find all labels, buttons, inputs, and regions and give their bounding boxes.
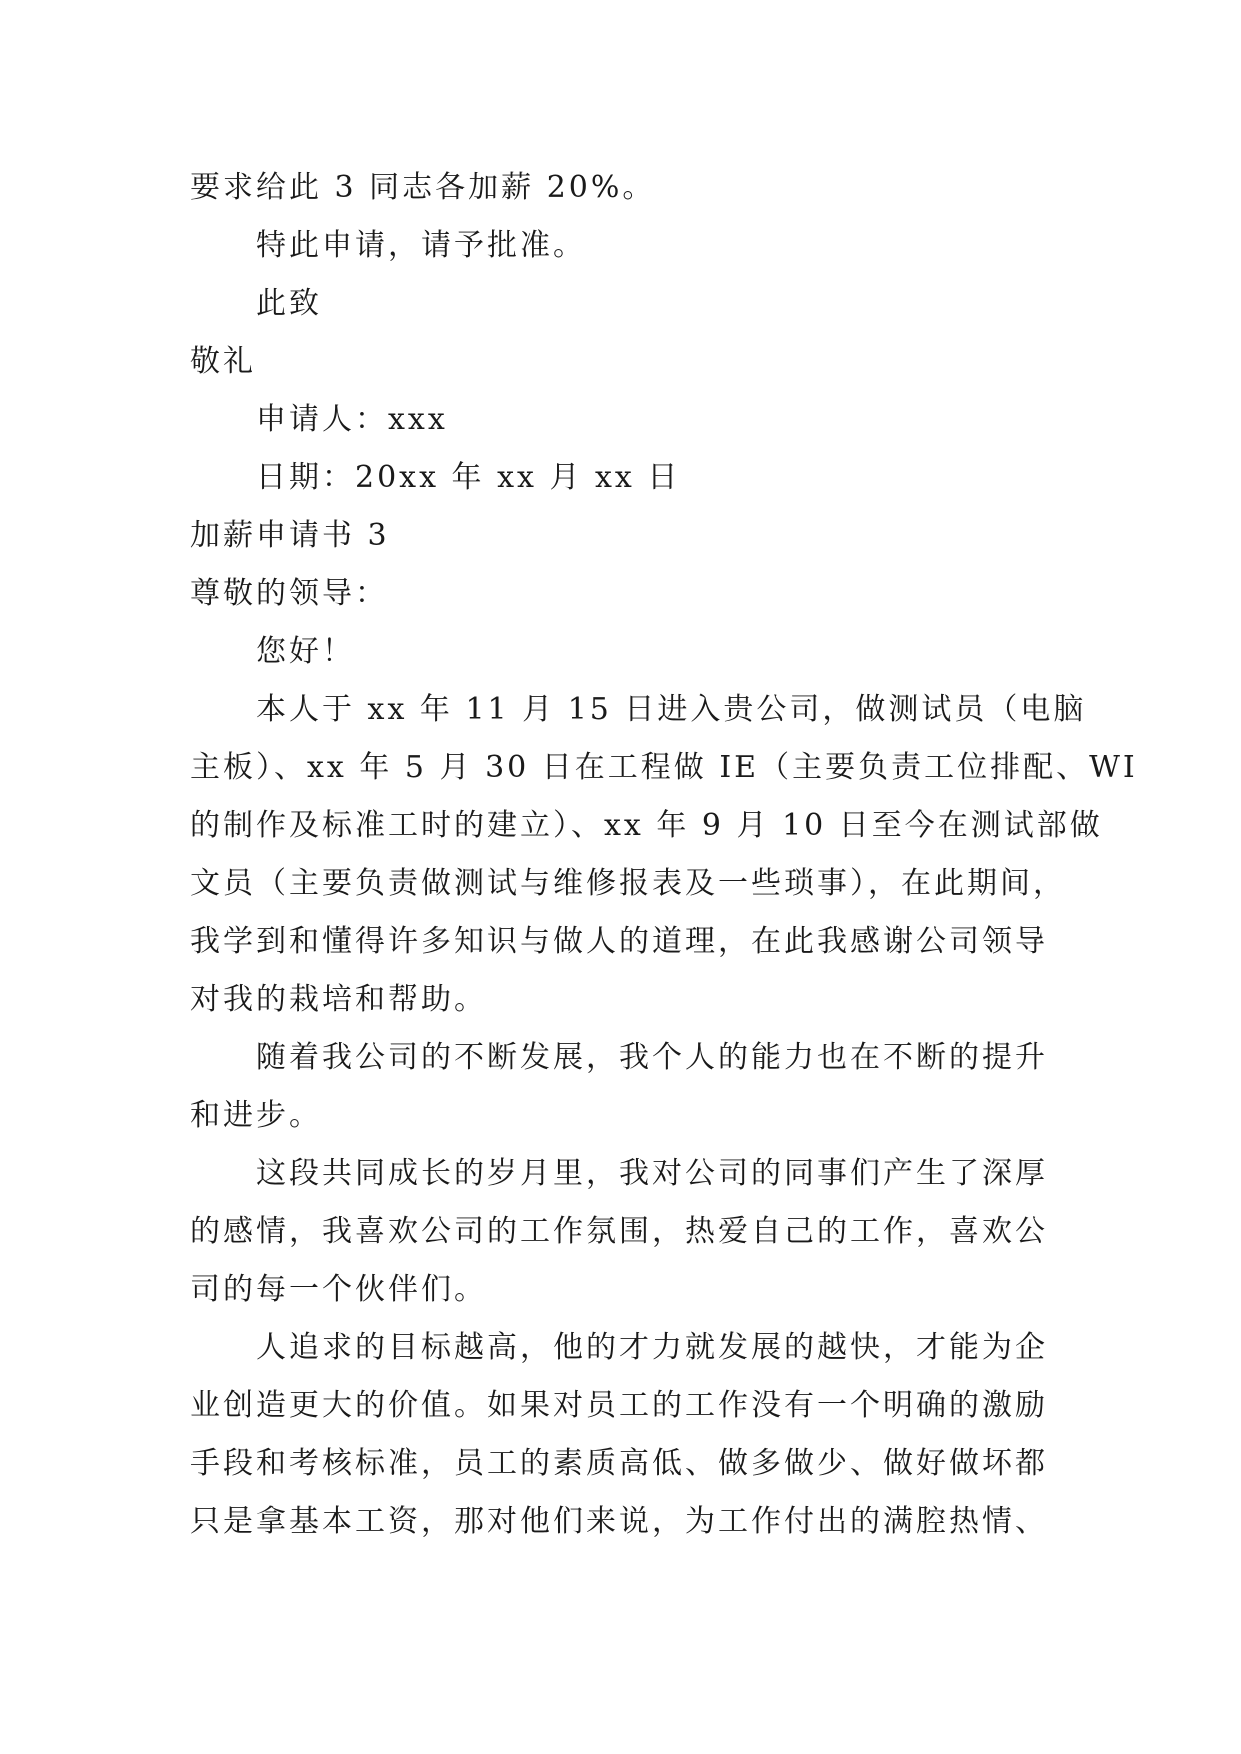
text-line: 随着我公司的不断发展，我个人的能力也在不断的提升 [256,1040,1048,1075]
text-line: 文员（主要负责做测试与维修报表及一些琐事），在此期间， [190,866,1066,901]
text-line: 我学到和懂得许多知识与做人的道理，在此我感谢公司领导 [190,924,1048,959]
text-line: 主板）、xx 年 5 月 30 日在工程做 IE（主要负责工位排配、WI [190,750,1138,785]
text-line: 这段共同成长的岁月里，我对公司的同事们产生了深厚 [256,1156,1048,1191]
text-line: 对我的栽培和帮助。 [190,982,487,1017]
text-line: 只是拿基本工资，那对他们来说，为工作付出的满腔热情、 [190,1504,1048,1539]
text-line: 人追求的目标越高，他的才力就发展的越快，才能为企 [256,1330,1048,1365]
text-line: 手段和考核标准，员工的素质高低、做多做少、做好做坏都 [190,1446,1048,1481]
text-line: 此致 [256,286,322,321]
salutation: 尊敬的领导： [190,576,388,611]
text-line: 和进步。 [190,1098,322,1133]
text-line: 业创造更大的价值。如果对员工的工作没有一个明确的激励 [190,1388,1048,1423]
text-line: 司的每一个伙伴们。 [190,1272,487,1307]
text-line: 的制作及标准工时的建立）、xx 年 9 月 10 日至今在测试部做 [190,808,1103,843]
text-line: 本人于 xx 年 11 月 15 日进入贵公司，做测试员（电脑 [256,692,1087,727]
greeting: 您好！ [256,634,355,669]
text-line: 要求给此 3 同志各加薪 20%。 [190,170,656,205]
text-line: 日期：20xx 年 xx 月 xx 日 [256,460,681,495]
text-line: 申请人：xxx [256,402,448,437]
text-line: 敬礼 [190,344,256,379]
text-line: 的感情，我喜欢公司的工作氛围，热爱自己的工作，喜欢公 [190,1214,1048,1249]
section-title: 加薪申请书 3 [190,518,390,553]
text-line: 特此申请，请予批准。 [256,228,586,263]
